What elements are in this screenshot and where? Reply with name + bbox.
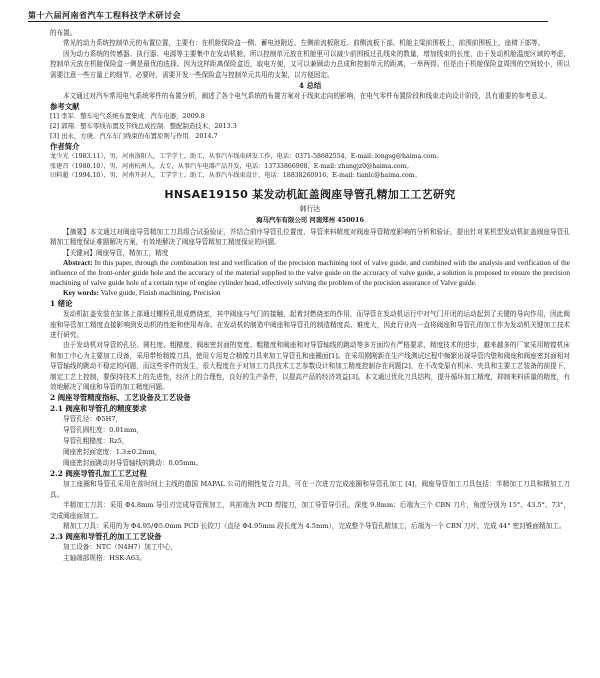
- previous-article-section: [50, 28, 570, 181]
- reference-item: [2] 郭翔．整车零线布置及节线总成控制．整配制造技术，2013.3: [50, 122, 237, 131]
- reference-item: [1] 李军．整车电气系统布置集成．汽车电器，2009.8: [50, 112, 205, 121]
- article-affiliation: 海马汽车有限公司 河南郑州 450016: [256, 216, 364, 224]
- running-header: 第十六届河南省汽车工程科技学术研讨会: [28, 8, 548, 22]
- body-paragraph: 由于发动机对导管的孔径、圆柱度、粗糙度、阀座密封面的宽度、粗糙度和阀座和对导管轴线的跳动等多方面均有严格要求，精度技术的进步，越来越多的厂家采用精镗机床和加工中心为主要加工设备，采用带枪精镗刀具，使用专用复合精镗刀具来加工导管孔和座圈面[1]。在采用刚刚新在生产线测试过程中频繁出现导管内壁和阀座和阀座密封面相对导管轴线的跳动不稳定的问题，而这些零件的发生，很大程度在于对加工刀具技术工艺参数设计和加工精度控制存在问题[2]，在不改变原有机床、夹具和主要工艺装备的前提下，制定工艺上控制，要保持技术上的先进性，经济上的合理性，良好的生产条件，以提高产品的经济效益[3]。本文通过优化刀具结构，提升循环加工精度，抑制来料质量的精度，有效地解决了阀座和导管的加工精度问题。: [50, 341, 570, 392]
- section-heading: 1 绪论: [50, 299, 73, 309]
- author-bio-heading: 作者简介: [50, 142, 80, 152]
- subsection-heading: 2.3 阀座和导管孔的加工工艺设备: [50, 532, 162, 542]
- abstract-english-text: In this paper, through the combination test and verification of the precision machining tool of valve guide, and combined with the analysis and verification of the influence of the front-order guide hole and the accuracy of the material supplied to the valve guide on the accuracy of valve guide, a solution is proposed to ensure the precision machining of valve guide hole of a certain type of engine cylinder head, effectively solving the problem of the precision assurance of Valve guide.: [50, 258, 570, 288]
- list-item: 加工设备：NTC（N4H7）加工中心，: [63, 543, 178, 552]
- body-paragraph: 本文通过对汽车常用电气系统零件的布置分析，阐述了各个电气系统的布置方案对于线束走向的影响，在电气零件布置阶段和线束走向设计阶段，具有重要的参考意义。: [63, 92, 551, 101]
- body-paragraph: 加工座圈和导管孔采用在前时间上主线的德国 MAPAL 公司的刚性复合刀具，可在一次进刀完成座圈和导管孔加工 [4]，阀座导管加工刀具包括：半精加工刀具和精加工刀具。: [50, 480, 570, 499]
- body-paragraph: 半精加工刀具：采用 Φ4.8mm 导引刃完成导管预加工，其前端为 PCD 焊接刀，加工导管导引孔，深度 9.8mm；后端为三个 CBN 刀片，角度分别为 15°、43.5°、73°，完成阀座面加工。: [50, 501, 570, 520]
- keywords-english: [50, 288, 570, 298]
- subsection-heading: 2.2 阀座导管孔加工工艺过程: [50, 469, 147, 479]
- list-item: 导管孔粗糙度：Rz5，: [63, 437, 129, 446]
- article-section: [50, 187, 570, 564]
- reference-item: [3] 田永，方庚．汽车车门线束的布置原则与作用．2014.7: [50, 131, 218, 140]
- body-paragraph: 发动机缸盖安装在缸体上部通过螺栓孔组成燃烧室，其中阀座与气门的接触，起着封燃烧室的作用，而导管在发动机运行中对气门开闭的运动起到了关键的导向作用，因此阀座和导管加工精度直接影响到发动机的性能和使用寿命。在发动机的制造中阀座和导管孔的制造精度高、难度大，因此行业内一直将阀座和导管孔的加工作为发动机关键加工技术进行研究。: [50, 310, 570, 340]
- article-author: 韩行达: [299, 205, 321, 213]
- author-bio: 田料超（1994.10），男，河南开封人，工学学士，助工，从事汽车线束设计，电话：18838260916，E-mail: tianlc@haima.com。: [50, 172, 421, 180]
- author-bio: 龙少光（1983.11），男，河南洛阳人，工学学士，助工，从事汽车线束研发工作，电话：0371-58682554，E-mail: longsg@haima.com。: [50, 153, 443, 161]
- keywords-chinese: 【关键词】阀座导管，精加工，精度: [63, 248, 169, 257]
- abstract-english-label: Abstract:: [63, 258, 93, 268]
- list-item: 主轴端部规格：HSK-A63。: [63, 554, 146, 563]
- abstract-chinese: 【摘要】本文通过对阀座导管精加工刀具组合试验验证，并结合前序导管孔位置度，导管来料精度对阀座导管精度影响的分析和验证，提出针对某机型发动机缸盖阀座导管孔精加工精度保证难题解决方案，有效地解决了阀座导管精加工精度保证的问题。: [50, 228, 570, 247]
- keywords-english-text: Valve guide, Finish machining, Precision: [100, 288, 221, 298]
- references-heading: 参考文献: [50, 102, 80, 112]
- continued-paragraph: 的布置。: [50, 29, 77, 37]
- section-heading: 2 阀座导管精度指标、工艺设备及工艺设备: [50, 393, 191, 403]
- list-item: 阀座密封面跳动对导管轴线的跳动：0.05mm。: [63, 458, 203, 467]
- body-paragraph: 常见的动力系统控制单元的布置位置，主要有：在机舱保险盒一侧、蓄电池附近、左侧前流板附近、前侧流板下部、机舱主梁前围板上，前围前围板上，座椅下部等。: [63, 39, 545, 48]
- keywords-english-label: Key words:: [63, 288, 99, 298]
- article-title: HNSAE19150 某发动机缸盖阀座导管孔精加工工艺研究: [164, 188, 456, 201]
- body-paragraph: 精加工刀具：采用的为 Φ4.95/Φ5.0mm PCD 长铰刀（直径 Φ4.95mm 段长度为 4.5mm），完成整个导管孔精加工，后端为一个 CBN 刀片，完成 44° 密封锥面精加工。: [63, 522, 566, 531]
- list-item: 导管孔径：Φ5H7，: [63, 415, 123, 424]
- subsection-heading: 2.1 阀座和导管孔的精度要求: [50, 404, 147, 414]
- list-item: 阀座密封面宽度：1.3±0.2mm，: [63, 447, 162, 456]
- section-heading: 4 总结: [298, 81, 322, 91]
- body-paragraph: 因为动力系统的传感器、执行器、电源等主要集中在发动机舱，所以控制单元放在机舱里可以减少前围板过孔线束的数量，增加线束的长度，由于发动机舱温度区域的考虑，控制单元放在机舱保险盒一侧是最优的选择。因为这样距离保险盒近，取电方便，又可以兼顾动力总成和控制单元的距离，一举两得。但是由于机舱保险盒周围的空间较小，所以需要注意一些方量上的细节，必要时，需要开发一些保险盒与控制单元共用的支架，以方便固定。: [50, 49, 570, 79]
- list-item: 导管孔圆柱度：0.01mm，: [63, 426, 143, 435]
- author-bio: 张建召（1980.10），男，河南杭州人，大专，从事汽车电器产品开发，电话：13733866908，E-mail: zhangjz0@haima.com。: [50, 162, 413, 170]
- abstract-english: [50, 258, 570, 288]
